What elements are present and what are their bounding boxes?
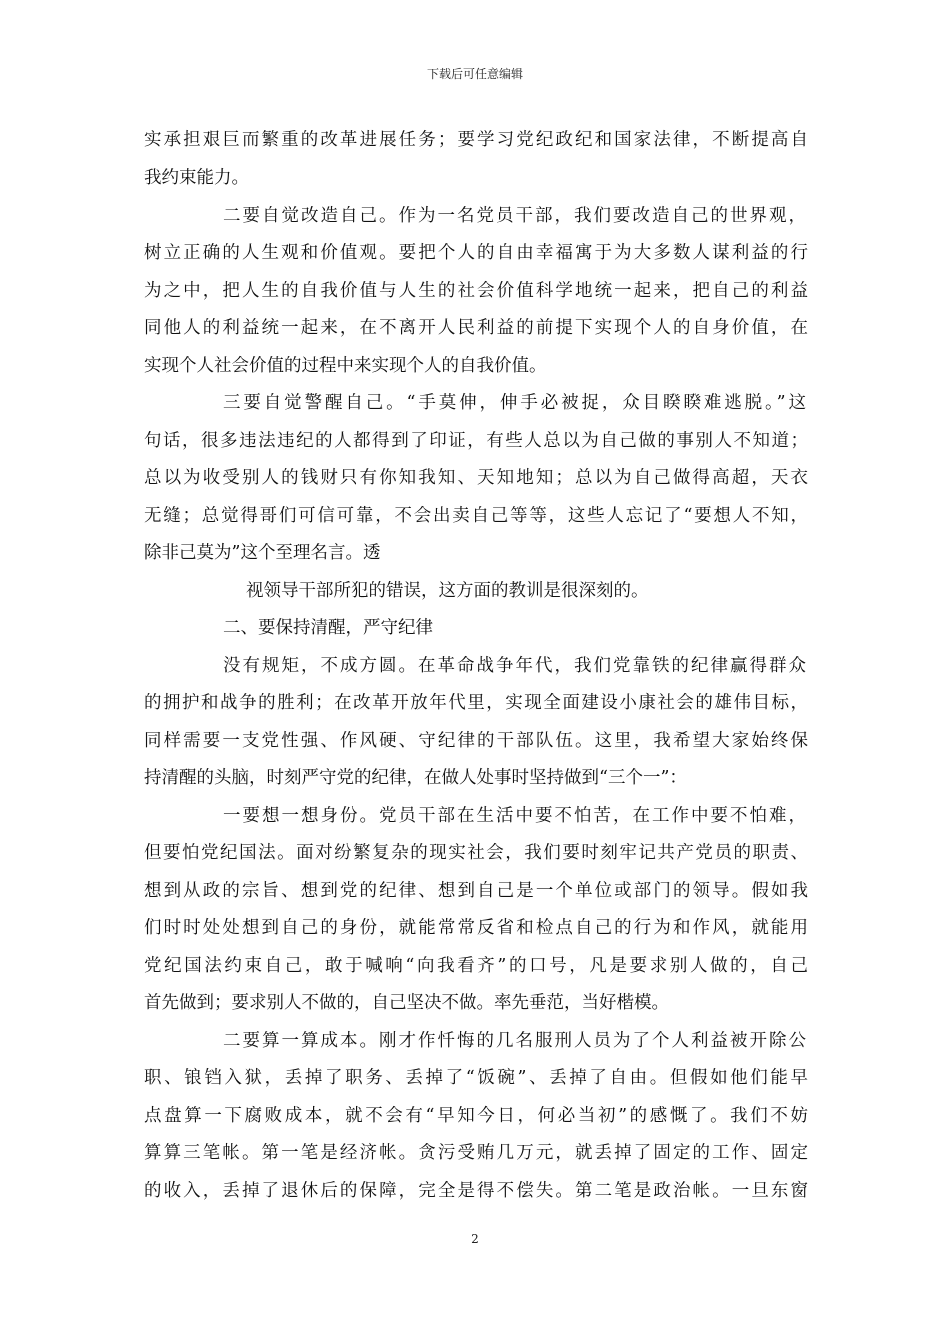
paragraph-line: 首先做到；要求别人不做的，自己坚决不做。率先垂范，当好楷模。 [144,993,669,1013]
paragraph-line: 的拥护和战争的胜利；在改革开放年代里，实现全面建设小康社会的雄伟目标， [144,693,808,713]
page-header: 下载后可任意编辑 [426,67,523,81]
paragraph-line: 实现个人社会价值的过程中来实现个人的自我价值。 [144,356,547,376]
paragraph-line: 总以为收受别人的钱财只有你知我知、天知地知；总以为自己做得高超，天衣 [144,468,808,488]
paragraph-line: 为之中，把人生的自我价值与人生的社会价值科学地统一起来，把自己的利益 [144,281,808,301]
paragraph-line: 职、锒铛入狱，丢掉了职务、丢掉了“饭碗”、丢掉了自由。但假如他们能早 [144,1068,808,1088]
paragraph-line: 除非己莫为”这个至理名言。透 [144,543,381,563]
paragraph-line: 算算三笔帐。第一笔是经济帐。贪污受贿几万元，就丢掉了固定的工作、固定 [144,1143,808,1163]
paragraph-line: 我约束能力。 [144,168,249,188]
paragraph-line: 没有规矩，不成方圆。在革命战争年代，我们党靠铁的纪律赢得群众 [223,656,806,676]
page-number: 2 [471,1232,479,1246]
paragraph-line: 们时时处处想到自己的身份，就能常常反省和检点自己的行为和作风，就能用 [144,918,808,938]
paragraph-line: 党纪国法约束自己，敢于喊响“向我看齐”的口号，凡是要求别人做的，自己 [144,956,808,976]
paragraph-line: 句话，很多违法违纪的人都得到了印证，有些人总以为自己做的事别人不知道； [144,431,808,451]
paragraph-line: 树立正确的人生观和价值观。要把个人的自由幸福寓于为大多数人谋利益的行 [144,243,808,263]
paragraph-line: 的收入，丢掉了退休后的保障，完全是得不偿失。第二笔是政治帐。一旦东窗 [144,1181,808,1201]
paragraph-line: 点盘算一下腐败成本，就不会有“早知今日，何必当初”的感慨了。我们不妨 [144,1106,808,1126]
paragraph-line: 同样需要一支党性强、作风硬、守纪律的干部队伍。这里，我希望大家始终保 [144,731,808,751]
paragraph-line: 二要自觉改造自己。作为一名党员干部，我们要改造自己的世界观， [223,206,806,226]
paragraph-line: 实承担艰巨而繁重的改革进展任务；要学习党纪政纪和国家法律，不断提高自 [144,130,808,150]
paragraph-line: 无缝；总觉得哥们可信可靠，不会出卖自己等等，这些人忘记了“要想人不知， [144,506,808,526]
paragraph-line: 同他人的利益统一起来，在不离开人民利益的前提下实现个人的自身价值，在 [144,318,808,338]
paragraph-line: 视领导干部所犯的错误，这方面的教训是很深刻的。 [246,581,649,601]
paragraph-line: 持清醒的头脑，时刻严守党的纪律，在做人处事时坚持做到“三个一”： [144,768,687,788]
paragraph-line: 一要想一想身份。党员干部在生活中要不怕苦，在工作中要不怕难， [223,806,806,826]
paragraph-line: 但要怕党纪国法。面对纷繁复杂的现实社会，我们要时刻牢记共产党员的职责、 [144,843,808,863]
paragraph-line: 想到从政的宗旨、想到党的纪律、想到自己是一个单位或部门的领导。假如我 [144,881,808,901]
paragraph-line: 二要算一算成本。刚才作忏悔的几名服刑人员为了个人利益被开除公 [223,1031,806,1051]
section-heading: 二、要保持清醒，严守纪律 [223,618,433,638]
paragraph-line: 三要自觉警醒自己。“手莫伸，伸手必被捉，众目睽睽难逃脱。”这 [223,393,806,413]
